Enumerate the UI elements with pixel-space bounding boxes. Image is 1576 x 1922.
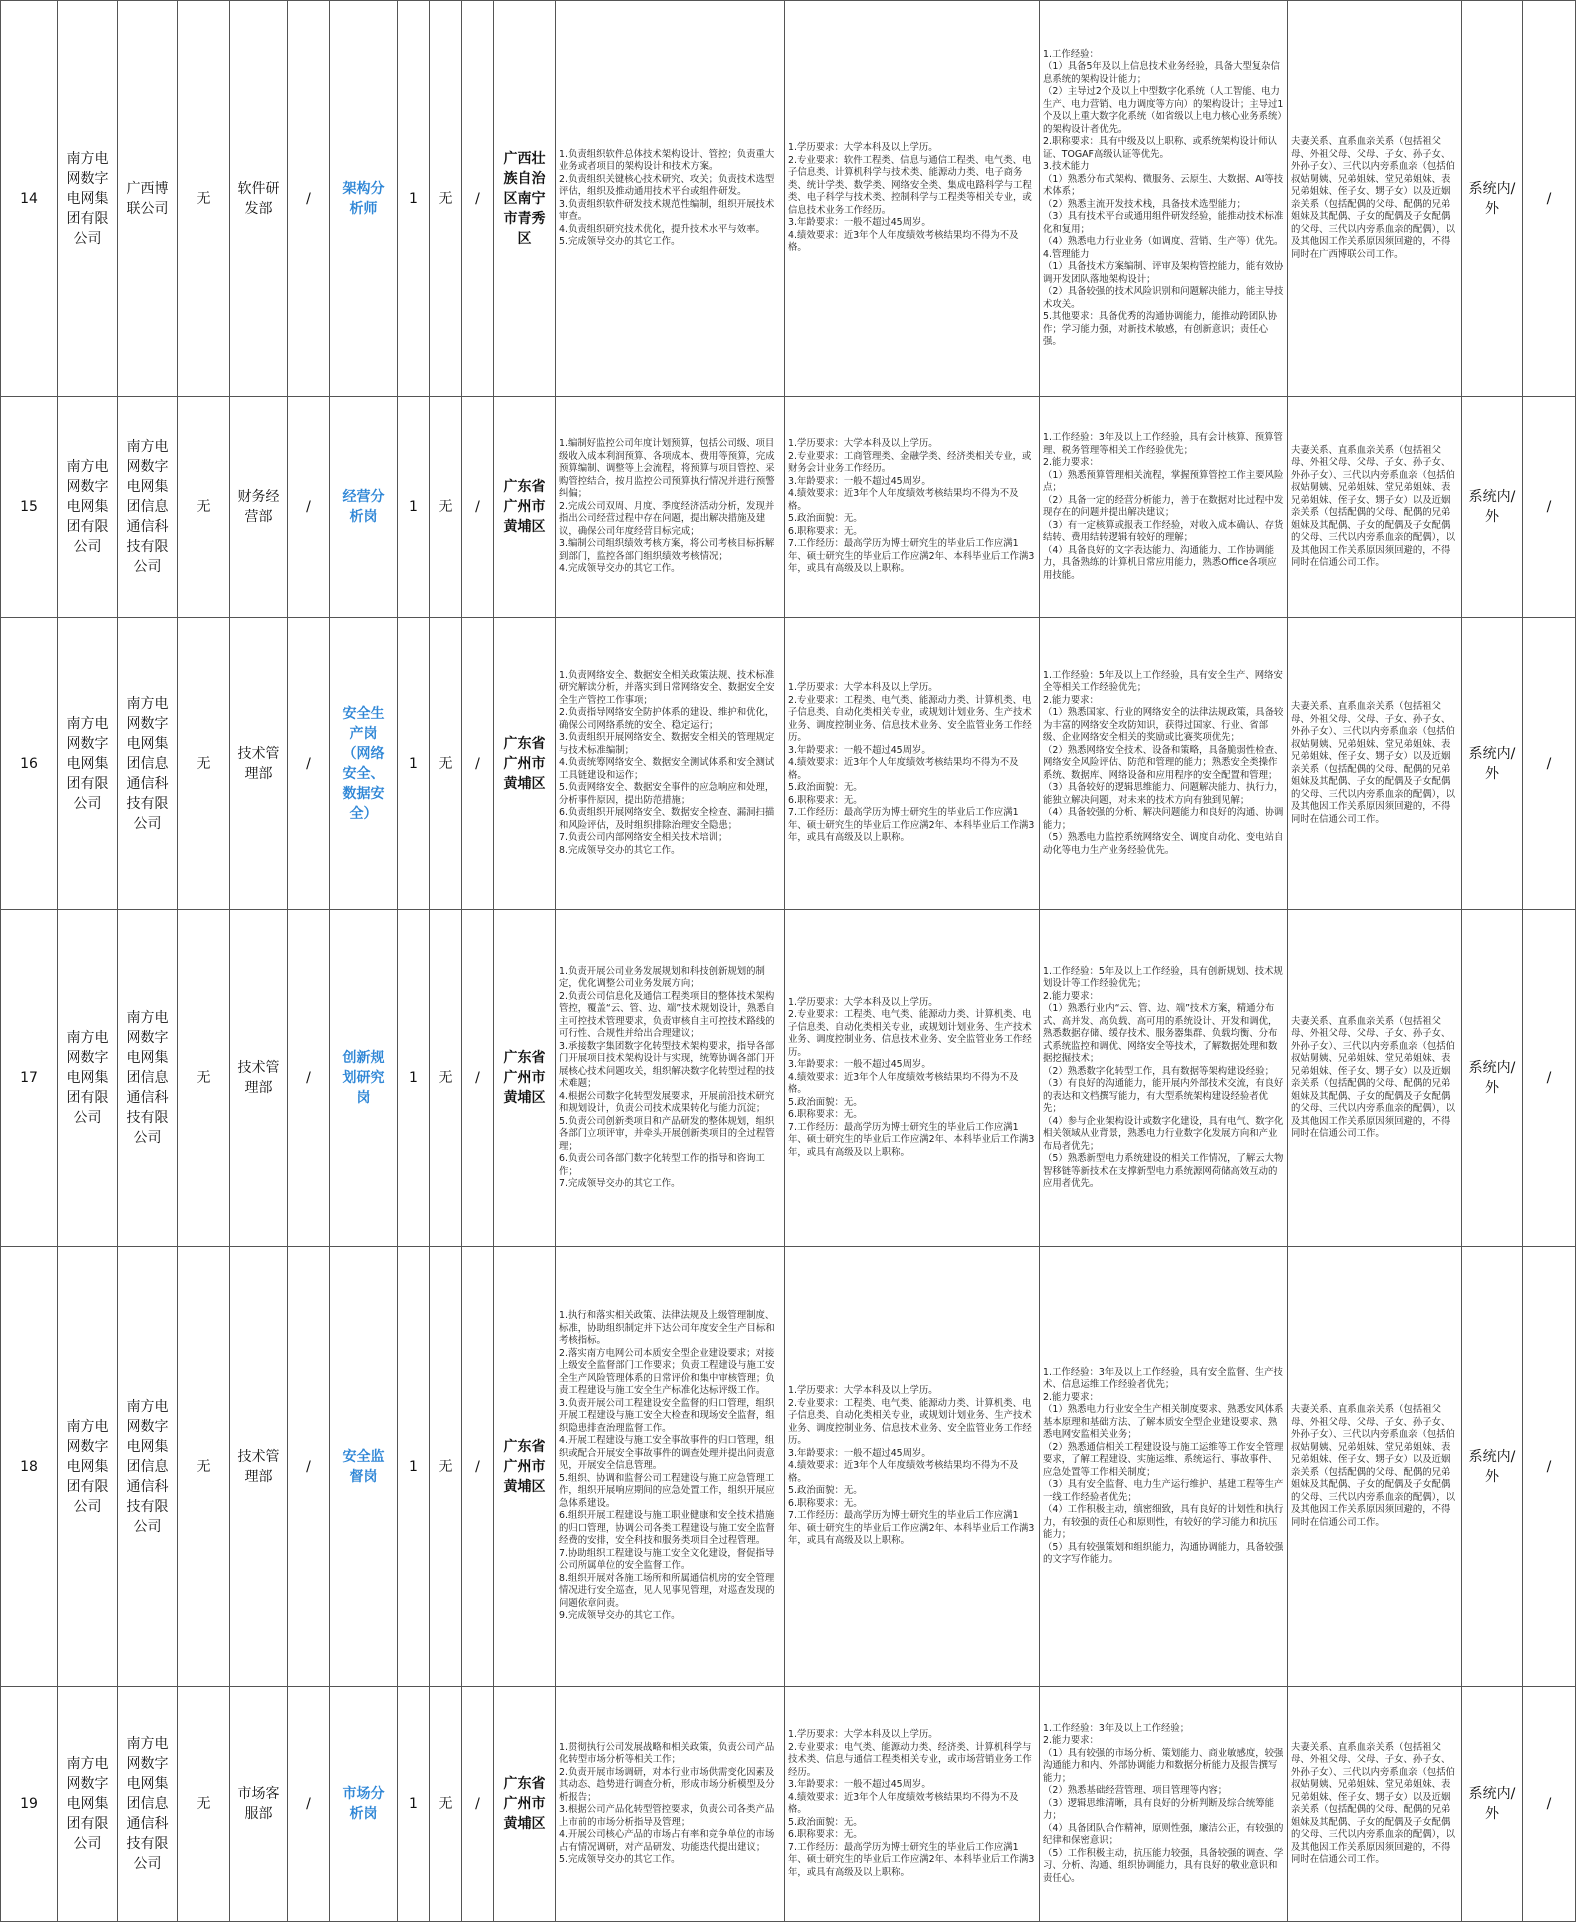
- job-duties: [556, 910, 785, 1247]
- company-name-text: 南方电网数字电网集团有限公司: [66, 1756, 109, 1852]
- remark-cell: [1523, 397, 1576, 618]
- work-location: [494, 1247, 556, 1687]
- basic-requirements-text: 1.学历要求：大学本科及以上学历。 2.专业要求：工程类、电气类、能源动力类、计算机类、电子信息类、自动化类相关专业，或规划计划业务、生产技术业务、调度控制业务、信息技术业务、安全监管业务工作经历。 3.年龄要求：一般不超过45周岁。 4.绩效要求：近3年个人年度绩效考核结果均不得为不及格。 5.政治面貌：无。 6.职称要求：无。 7.工作经历：最高学历为博士研究生的毕业后工作应满1年、硕士研究生的毕业后工作应满2年、本科毕业后工作满3年，或具有高级及以上职称。: [788, 1385, 1035, 1547]
- headcount: [398, 1687, 430, 1922]
- job-duties: [556, 1687, 785, 1922]
- row-number-text: 18: [20, 1458, 38, 1475]
- sub-unit-text: 无: [196, 1796, 211, 1812]
- slash-cell-text: /: [475, 1458, 480, 1475]
- basic-requirements: [785, 397, 1040, 618]
- basic-requirements: [785, 910, 1040, 1247]
- slash-cell: [288, 397, 330, 618]
- department-name: [230, 910, 288, 1247]
- unit-name-text: 南方电网数字电网集团信息通信科技有限公司: [126, 1398, 169, 1535]
- other-requirements: [1040, 0, 1288, 397]
- company-name-text: 南方电网数字电网集团有限公司: [66, 459, 109, 555]
- recruit-scope: [1462, 1247, 1523, 1687]
- recruit-scope-text: 系统内/外: [1468, 1786, 1516, 1822]
- table-row: [0, 910, 1576, 1247]
- work-location: [494, 910, 556, 1247]
- slash-cell: [462, 910, 494, 1247]
- avoidance-rules-text: 夫妻关系、直系血亲关系（包括祖父母、外祖父母、父母、子女、孙子女、外孙子女）、三代以内旁系血亲（包括伯叔姑舅姨、兄弟姐妹、堂兄弟姐妹、表兄弟姐妹、侄子女、甥子女）以及近姻亲关系（包括配偶的父母、配偶的兄弟姐妹及其配偶、子女的配偶及子女配偶的父母、三代以内旁系血亲的配偶），以及其他因工作关系原因须回避的，不得同时在信通公司工作。: [1291, 1015, 1456, 1139]
- headcount-text: 1: [409, 755, 418, 772]
- remark-cell-text: /: [1546, 755, 1552, 772]
- unit-name: [118, 1687, 178, 1922]
- slash-cell: [288, 1247, 330, 1687]
- headcount: [398, 0, 430, 397]
- position-name-text: 创新规划研究岗: [342, 1050, 385, 1106]
- row-number-text: 17: [20, 1070, 38, 1086]
- basic-requirements-text: 1.学历要求：大学本科及以上学历。 2.专业要求：工程类、电气类、能源动力类、计算机类、电子信息类、自动化类相关专业，或规划计划业务、生产技术业务、调度控制业务、信息技术业务、安全监管业务工作经历。 3.年龄要求：一般不超过45周岁。 4.绩效要求：近3年个人年度绩效考核结果均不得为不及格。 5.政治面貌：无。 6.职称要求：无。 7.工作经历：最高学历为博士研究生的毕业后工作应满1年、硕士研究生的毕业后工作应满2年、本科毕业后工作满3年，或具有高级及以上职称。: [788, 682, 1035, 844]
- company-name-text: 南方电网数字电网集团有限公司: [66, 715, 109, 812]
- slash-cell: [462, 397, 494, 618]
- headcount-text: 1: [409, 1796, 418, 1812]
- slash-cell-text: /: [475, 1070, 480, 1086]
- remark-cell: [1523, 0, 1576, 397]
- department-name: [230, 1687, 288, 1922]
- rank-level: [430, 1687, 462, 1922]
- avoidance-rules-text: 夫妻关系、直系血亲关系（包括祖父母、外祖父母、父母、子女、孙子女、外孙子女）、三代以内旁系血亲（包括伯叔姑舅姨、兄弟姐妹、堂兄弟姐妹、表兄弟姐妹、侄子女、甥子女）以及近姻亲关系（包括配偶的父母、配偶的兄弟姐妹及其配偶、子女的配偶及子女配偶的父母、三代以内旁系血亲的配偶），以及其他因工作关系原因须回避的，不得同时在信通公司工作。: [1291, 1404, 1456, 1528]
- rank-level-text: 无: [438, 1070, 453, 1086]
- department-name: [230, 1247, 288, 1687]
- other-requirements: [1040, 397, 1288, 618]
- slash-cell: [288, 910, 330, 1247]
- row-number-text: 16: [20, 755, 38, 772]
- position-name: [330, 910, 398, 1247]
- position-name-text: 经营分析岗: [342, 489, 385, 525]
- row-number: [0, 397, 58, 618]
- avoidance-rules-text: 夫妻关系、直系血亲关系（包括祖父母、外祖父母、父母、子女、孙子女、外孙子女）、三代以内旁系血亲（包括伯叔姑舅姨、兄弟姐妹、堂兄弟姐妹、表兄弟姐妹、侄子女、甥子女）以及近姻亲关系（包括配偶的父母、配偶的兄弟姐妹及其配偶、子女的配偶及子女配偶的父母、三代以内旁系血亲的配偶），以及其他因工作关系原因须回避的，不得同时在信通公司工作。: [1291, 444, 1456, 568]
- sub-unit-text: 无: [196, 499, 211, 515]
- slash-cell-text: /: [475, 499, 480, 515]
- recruit-scope-text: 系统内/外: [1468, 489, 1516, 525]
- row-number-text: 15: [20, 499, 38, 515]
- recruit-scope: [1462, 910, 1523, 1247]
- basic-requirements-text: 1.学历要求：大学本科及以上学历。 2.专业要求：工程类、电气类、能源动力类、计算机类、电子信息类、自动化类相关专业，或规划计划业务、生产技术业务、调度控制业务、信息技术业务、安全监管业务工作经历。 3.年龄要求：一般不超过45周岁。 4.绩效要求：近3年个人年度绩效考核结果均不得为不及格。 5.政治面貌：无。 6.职称要求：无。 7.工作经历：最高学历为博士研究生的毕业后工作应满1年、硕士研究生的毕业后工作应满2年、本科毕业后工作满3年，或具有高级及以上职称。: [788, 996, 1035, 1158]
- remark-cell: [1523, 910, 1576, 1247]
- avoidance-rules: [1288, 0, 1462, 397]
- row-number-text: 19: [20, 1796, 38, 1812]
- position-name: [330, 397, 398, 618]
- slash-cell: [462, 1247, 494, 1687]
- recruit-scope: [1462, 397, 1523, 618]
- department-name: [230, 618, 288, 910]
- row-number: [0, 1247, 58, 1687]
- other-requirements: [1040, 618, 1288, 910]
- company-name-text: 南方电网数字电网集团有限公司: [66, 1418, 109, 1515]
- department-name-text: 软件研发部: [237, 180, 280, 217]
- work-location: [494, 397, 556, 618]
- slash-cell: [462, 0, 494, 397]
- headcount-text: 1: [409, 499, 418, 515]
- remark-cell-text: /: [1546, 190, 1552, 207]
- unit-name-text: 广西博联公司: [126, 180, 169, 217]
- unit-name: [118, 910, 178, 1247]
- row-number: [0, 910, 58, 1247]
- job-duties-text: 1.负责开展公司业务发展规划和科技创新规划的制定，优化调整公司业务发展方向； 2.负责公司信息化及通信工程类项目的整体技术架构管控，覆盖“云、管、边、端”技术规划设计，熟悉自主可控技术管理要求，负责审核自主可控技术路线的可行性、合规性并给出合理建议； 3.承接数字集团数字化转型技术架构要求，指导各部门开展项目技术架构设计与实现，统筹协调各部门开展核心技术问题攻关，组织解决数字化转型过程的技术难题； 4.根据公司数字化转型发展要求，开展前沿技术研究和规划设计，负责公司技术成果转化与能力沉淀； 5.负责公司创新类项目和产品研发的整体规划，组织各部门立项评审，并牵头开展创新类项目的全过程管理； 6.负责公司各部门数字化转型工作的指导和咨询工作； 7.完成领导交办的其它工作。: [559, 965, 775, 1189]
- avoidance-rules: [1288, 1247, 1462, 1687]
- recruit-scope: [1462, 618, 1523, 910]
- avoidance-rules-text: 夫妻关系、直系血亲关系（包括祖父母、外祖父母、父母、子女、孙子女、外孙子女）、三代以内旁系血亲（包括伯叔姑舅姨、兄弟姐妹、堂兄弟姐妹、表兄弟姐妹、侄子女、甥子女）以及近姻亲关系（包括配偶的父母、配偶的兄弟姐妹及其配偶、子女的配偶及子女配偶的父母、三代以内旁系血亲的配偶），以及其他因工作关系原因须回避的，不得同时在信通公司工作。: [1291, 1741, 1456, 1865]
- work-location: [494, 0, 556, 397]
- position-name: [330, 1687, 398, 1922]
- job-duties-text: 1.负责网络安全、数据安全相关政策法规、技术标准研究解读分析，并落实到日常网络安全、数据安全安全生产管控工作事项； 2.负责指导网络安全防护体系的建设、维护和优化，确保公司网络系统的安全、稳定运行； 3.负责组织开展网络安全、数据安全相关的管理规定与技术标准编制； 4.负责统筹网络安全、数据安全测试体系和安全测试工具链建设和运作； 5.负责网络安全、数据安全事件的应急响应和处理，分析事件原因，提出防范措施； 6.负责组织开展网络安全、数据安全检查、漏洞扫描和风险评估，及时组织排除治理安全隐患； 7.负责公司内部网络安全相关技术培训； 8.完成领导交办的其它工作。: [559, 669, 775, 856]
- slash-cell-text: /: [306, 499, 311, 515]
- job-duties-text: 1.负责组织软件总体技术架构设计、管控；负责重大业务或者项目的架构设计和技术方案。 2.负责组织关键核心技术研究、攻关；负责技术选型评估，组织及推动通用技术平台或组件研发。 3.负责组织软件研发技术规范性编制，组织开展技术审查。 4.负责组织研究技术优化，提升技术水平与效率。 5.完成领导交办的其它工作。: [559, 148, 775, 247]
- headcount: [398, 618, 430, 910]
- rank-level: [430, 0, 462, 397]
- avoidance-rules: [1288, 910, 1462, 1247]
- basic-requirements-text: 1.学历要求：大学本科及以上学历。 2.专业要求：电气类、能源动力类、经济类、计算机科学与技术类、信息与通信工程类相关专业，或市场营销业务工作经历。 3.年龄要求：一般不超过45周岁。 4.绩效要求：近3年个人年度绩效考核结果均不得为不及格。 5.政治面貌：无。 6.职称要求：无。 7.工作经历：最高学历为博士研究生的毕业后工作应满1年、硕士研究生的毕业后工作应满2年、本科毕业后工作满3年，或具有高级及以上职称。: [788, 1729, 1035, 1878]
- row-number: [0, 0, 58, 397]
- slash-cell-text: /: [306, 190, 311, 207]
- position-name-text: 安全监督岗: [342, 1448, 385, 1485]
- row-number: [0, 618, 58, 910]
- rank-level-text: 无: [438, 499, 453, 515]
- recruit-scope: [1462, 1687, 1523, 1922]
- other-requirements-text: 1.工作经验：3年及以上工作经验，具有安全监督、生产技术、信息运维工作经验者优先； 2.能力要求： （1）熟悉电力行业安全生产相关制度要求、熟悉安风体系基本原理和基础方法、了解本质安全型企业建设要求、熟悉电网安监相关业务； （2）熟悉通信相关工程建设设与施工运维等工作安全管理要求，了解工程建设、实施运维、系统运行、事故事件、应急处置等工作相关制度； （3）具有安全监督、电力生产运行维护、基建工程等生产一线工作经验者优先； （4）工作积极主动，缜密细致，具有良好的计划性和执行力，有较强的责任心和原则性，有较好的学习能力和抗压能力； （5）具有较强策划和组织能力，沟通协调能力，具备较强的文字写作能力。: [1043, 1366, 1284, 1565]
- department-name-text: 财务经营部: [237, 489, 280, 525]
- company-name-text: 南方电网数字电网集团有限公司: [66, 1030, 109, 1126]
- other-requirements: [1040, 910, 1288, 1247]
- headcount: [398, 910, 430, 1247]
- other-requirements-text: 1.工作经验：3年及以上工作经验； 2.能力要求： （1）具有较强的市场分析、策划能力、商业敏感度，较强沟通能力和内、外部协调能力和数据分析能力及报告撰写能力； （2）熟悉基础经营管理、项目管理等内容； （3）逻辑思维清晰，具有良好的分析判断及综合统筹能力； （4）具备团队合作精神，原则性强，廉洁公正，有较强的纪律和保密意识； （5）工作积极主动，抗压能力较强，具备较强的调查、学习、分析、沟通、组织协调能力，具有良好的敬业意识和责任心。: [1043, 1722, 1284, 1884]
- slash-cell-text: /: [306, 1458, 311, 1475]
- position-name-text: 安全生产岗（网络安全、数据安全）: [342, 705, 385, 822]
- remark-cell-text: /: [1546, 1796, 1552, 1812]
- unit-name: [118, 0, 178, 397]
- row-number: [0, 1687, 58, 1922]
- unit-name: [118, 618, 178, 910]
- headcount: [398, 397, 430, 618]
- avoidance-rules: [1288, 1687, 1462, 1922]
- department-name-text: 技术管理部: [237, 1060, 280, 1096]
- slash-cell: [288, 0, 330, 397]
- sub-unit-text: 无: [196, 190, 211, 207]
- rank-level: [430, 397, 462, 618]
- avoidance-rules-text: 夫妻关系、直系血亲关系（包括祖父母、外祖父母、父母、子女、孙子女、外孙子女）、三代以内旁系血亲（包括伯叔姑舅姨、兄弟姐妹、堂兄弟姐妹、表兄弟姐妹、侄子女、甥子女）以及近姻亲关系（包括配偶的父母、配偶的兄弟姐妹及其配偶、子女的配偶及子女配偶的父母、三代以内旁系血亲的配偶），以及其他因工作关系原因须回避的，不得同时在广西博联公司工作。: [1291, 136, 1456, 260]
- remark-cell-text: /: [1546, 499, 1552, 515]
- work-location-text: 广西壮族自治区南宁市青秀区: [503, 150, 546, 247]
- job-duties: [556, 397, 785, 618]
- sub-unit: [178, 910, 230, 1247]
- remark-cell: [1523, 618, 1576, 910]
- job-duties-text: 1.编制好监控公司年度计划预算，包括公司级、项目级收入成本利润预算、各项成本、费用等预算，完成预算编制、调整等上会流程，将预算与项目管控、采购管控结合，按月监控公司预算执行情况并进行预警纠偏； 2.完成公司双周、月度、季度经济活动分析，发现并指出公司经营过程中存在问题，提出解决措施及建议，确保公司年度经营目标完成； 3.编制公司组织绩效考核方案，将公司考核目标拆解到部门，监控各部门组织绩效考核情况； 4.完成领导交办的其它工作。: [559, 438, 775, 575]
- sub-unit: [178, 0, 230, 397]
- job-duties-text: 1.执行和落实相关政策、法律法规及上级管理制度、标准，协助组织制定并下达公司年度安全生产目标和考核指标。 2.落实南方电网公司本质安全型企业建设要求；对接上级安全监督部门工作要求；负责工程建设与施工安全生产风险管理体系的日常评价和集中审核管理；负责工程建设与施工安全生产标准化达标评级工作。 3.负责开展公司工程建设安全监督的归口管理，组织开展工程建设与施工安全大检查和现场安全监督，组织隐患排查治理监督工作。 4.开展工程建设与施工安全事故事件的归口管理，组织或配合开展安全事故事件的调查处理并提出问责意见，开展安全信息管理。 5.组织、协调和监督公司工程建设与施工应急管理工作，组织开展响应期间的应急处置工作，组织开展应急体系建设。 6.组织开展工程建设与施工职业健康和安全技术措施的归口管理，协调公司各类工程建设与施工安全监督经费的安排，安全科技和服务类项目全过程管理。 7.协助组织工程建设与施工安全文化建设，督促指导公司所属单位的安全监督工作。 8.组织开展对各施工场所和所属通信机房的安全管理情况进行安全巡查，见人见事见管理，对巡查发现的问题依章问责。 9.完成领导交办的其它工作。: [559, 1310, 775, 1622]
- basic-requirements: [785, 618, 1040, 910]
- company-name-text: 南方电网数字电网集团有限公司: [66, 150, 109, 247]
- position-name-text: 架构分析师: [342, 180, 385, 217]
- avoidance-rules: [1288, 397, 1462, 618]
- slash-cell-text: /: [306, 1070, 311, 1086]
- work-location: [494, 1687, 556, 1922]
- slash-cell: [288, 618, 330, 910]
- work-location-text: 广东省广州市黄埔区: [503, 1776, 546, 1832]
- work-location-text: 广东省广州市黄埔区: [503, 735, 546, 792]
- basic-requirements: [785, 1247, 1040, 1687]
- company-name: [58, 1687, 118, 1922]
- other-requirements: [1040, 1247, 1288, 1687]
- avoidance-rules: [1288, 618, 1462, 910]
- remark-cell-text: /: [1546, 1458, 1552, 1475]
- other-requirements-text: 1.工作经验：3年及以上工作经验，具有会计核算、预算管理、税务管理等相关工作经验优先； 2.能力要求： （1）熟悉预算管理相关流程，掌握预算管控工作主要风险点； （2）具备一定的经营分析能力，善于在数据对比过程中发现存在的问题并提出解决建议； （3）有一定核算或报表工作经验，对收入成本确认、存货结转、费用结转逻辑有较好的理解； （4）具备良好的文字表达能力、沟通能力、工作协调能力，具备熟练的计算机日常应用能力，熟悉Office各项应用技能。: [1043, 432, 1284, 581]
- position-name-text: 市场分析岗: [342, 1786, 385, 1822]
- other-requirements-text: 1.工作经验：5年及以上工作经验，具有创新规划、技术规划设计等工作经验优先； 2.能力要求： （1）熟悉行业内“云、管、边、端”技术方案，精通分布式、高并发、高负载、高可用的系统设计、开发和调优，熟悉数据存储、缓存技术、服务器集群、负载均衡、分布式系统监控和调优、网络安全等技术，了解数据处理和数据挖掘技术； （2）熟悉数字化转型工作，具有数据等架构建设经验； （3）有良好的沟通能力，能开展内外部技术交流，有良好的表达和文档撰写能力，有大型系统架构建设经验者优先； （4）参与企业架构设计或数字化建设，具有电气、数字化相关领域从业背景，熟悉电力行业数字化发展方向和产业布局者优先； （5）熟悉新型电力系统建设的相关工作情况，了解云大物智移链等新技术在支撑新型电力系统源网荷储高效互动的应用者优先。: [1043, 965, 1284, 1189]
- recruit-scope-text: 系统内/外: [1468, 745, 1516, 782]
- work-location: [494, 618, 556, 910]
- headcount-text: 1: [409, 1070, 418, 1086]
- department-name-text: 技术管理部: [237, 1448, 280, 1485]
- department-name-text: 技术管理部: [237, 745, 280, 782]
- sub-unit: [178, 1247, 230, 1687]
- department-name: [230, 0, 288, 397]
- headcount-text: 1: [409, 1458, 418, 1475]
- slash-cell: [462, 1687, 494, 1922]
- company-name: [58, 910, 118, 1247]
- table-row: [0, 1687, 1576, 1922]
- department-name-text: 市场客服部: [237, 1786, 280, 1822]
- slash-cell-text: /: [475, 190, 480, 207]
- rank-level-text: 无: [438, 1458, 453, 1475]
- sub-unit-text: 无: [196, 1070, 211, 1086]
- company-name: [58, 0, 118, 397]
- position-name: [330, 618, 398, 910]
- job-duties: [556, 0, 785, 397]
- unit-name-text: 南方电网数字电网集团信息通信科技有限公司: [126, 439, 169, 575]
- work-location-text: 广东省广州市黄埔区: [503, 1438, 546, 1495]
- table-row: [0, 1247, 1576, 1687]
- sub-unit: [178, 618, 230, 910]
- basic-requirements: [785, 0, 1040, 397]
- work-location-text: 广东省广州市黄埔区: [503, 479, 546, 535]
- position-name: [330, 0, 398, 397]
- basic-requirements: [785, 1687, 1040, 1922]
- avoidance-rules-text: 夫妻关系、直系血亲关系（包括祖父母、外祖父母、父母、子女、孙子女、外孙子女）、三代以内旁系血亲（包括伯叔姑舅姨、兄弟姐妹、堂兄弟姐妹、表兄弟姐妹、侄子女、甥子女）以及近姻亲关系（包括配偶的父母、配偶的兄弟姐妹及其配偶、子女的配偶及子女配偶的父母、三代以内旁系血亲的配偶），以及其他因工作关系原因须回避的，不得同时在信通公司工作。: [1291, 701, 1456, 825]
- remark-cell: [1523, 1247, 1576, 1687]
- rank-level: [430, 618, 462, 910]
- headcount-text: 1: [409, 190, 418, 207]
- rank-level: [430, 1247, 462, 1687]
- job-duties: [556, 618, 785, 910]
- company-name: [58, 1247, 118, 1687]
- job-duties-text: 1.贯彻执行公司发展战略和相关政策，负责公司产品化转型市场分析等相关工作； 2.负责开展市场调研，对本行业市场供需变化因素及其动态、趋势进行调查分析，形成市场分析模型及分析报告； 3.根据公司产品化转型管控要求，负责公司各类产品上市前的市场分析指导及管理； 4.开展公司核心产品的市场占有率和竞争单位的市场占有情况调研，对产品研发、功能迭代提出建议； 5.完成领导交办的其它工作。: [559, 1741, 775, 1865]
- unit-name: [118, 1247, 178, 1687]
- table-row: [0, 0, 1576, 397]
- company-name: [58, 618, 118, 910]
- other-requirements-text: 1.工作经验：5年及以上工作经验，具有安全生产、网络安全等相关工作经验优先； 2.能力要求： （1）熟悉国家、行业的网络安全的法律法规政策，具备较为丰富的网络安全攻防知识，获得过国家、行业、省部级、企业网络安全相关的奖励或比赛奖项优先； （2）熟悉网络安全技术、设备和策略，具备脆弱性检查、网络安全风险评估、防范和管理的能力；熟悉安全类操作系统、数据库、网络设备和应用程序的安全配置和管理； （3）具备较好的逻辑思维能力、问题解决能力、执行力，能独立解决问题，对未来的技术方向有独到见解； （4）具备较强的分析、解决问题能力和良好的沟通、协调能力； （5）熟悉电力监控系统网络安全、调度自动化、变电站自动化等电力生产业务经验优先。: [1043, 669, 1284, 856]
- job-duties: [556, 1247, 785, 1687]
- other-requirements: [1040, 1687, 1288, 1922]
- slash-cell-text: /: [306, 1796, 311, 1812]
- slash-cell-text: /: [475, 755, 480, 772]
- sub-unit: [178, 1687, 230, 1922]
- unit-name-text: 南方电网数字电网集团信息通信科技有限公司: [126, 1010, 169, 1146]
- rank-level-text: 无: [438, 1796, 453, 1812]
- recruit-scope-text: 系统内/外: [1468, 180, 1516, 217]
- remark-cell-text: /: [1546, 1070, 1552, 1086]
- slash-cell: [288, 1687, 330, 1922]
- remark-cell: [1523, 1687, 1576, 1922]
- slash-cell-text: /: [475, 1796, 480, 1812]
- recruit-scope-text: 系统内/外: [1468, 1060, 1516, 1096]
- recruit-scope-text: 系统内/外: [1468, 1448, 1516, 1485]
- sub-unit: [178, 397, 230, 618]
- rank-level: [430, 910, 462, 1247]
- slash-cell: [462, 618, 494, 910]
- other-requirements-text: 1.工作经验： （1）具备5年及以上信息技术业务经验，具备大型复杂信息系统的架构设计能力； （2）主导过2个及以上中型数字化系统（人工智能、电力生产、电力营销、电力调度等方向）的架构设计；主导过1个及以上重大数字化系统（如省级以上电力核心业务系统）的架构设计者优先。 2.职称要求：具有中级及以上职称、或系统架构设计师认证、TOGAF高级认证等优先。 3.技术能力 （1）熟悉分布式架构、微服务、云原生、大数据、AI等技术体系； （2）熟悉主流开发技术栈，具备技术选型能力； （3）具有技术平台或通用组件研发经验，能推动技术标准化和复用； （4）熟悉电力行业业务（如调度、营销、生产等）优先。 4.管理能力 （1）具备技术方案编制、评审及架构管控能力，能有效协调开发团队落地架构设计； （2）具备较强的技术风险识别和问题解决能力，能主导技术攻关。 5.其他要求：具备优秀的沟通协调能力，能推动跨团队协作；学习能力强，对新技术敏感，有创新意识；责任心强。: [1043, 48, 1284, 347]
- slash-cell-text: /: [306, 755, 311, 772]
- recruit-scope: [1462, 0, 1523, 397]
- unit-name-text: 南方电网数字电网集团信息通信科技有限公司: [126, 695, 169, 832]
- work-location-text: 广东省广州市黄埔区: [503, 1050, 546, 1106]
- unit-name: [118, 397, 178, 618]
- headcount: [398, 1247, 430, 1687]
- unit-name-text: 南方电网数字电网集团信息通信科技有限公司: [126, 1736, 169, 1872]
- position-name: [330, 1247, 398, 1687]
- table-row: [0, 397, 1576, 618]
- department-name: [230, 397, 288, 618]
- row-number-text: 14: [20, 190, 38, 207]
- rank-level-text: 无: [438, 755, 453, 772]
- basic-requirements-text: 1.学历要求：大学本科及以上学历。 2.专业要求：工商管理类、金融学类、经济类相关专业，或财务会计业务工作经历。 3.年龄要求：一般不超过45周岁。 4.绩效要求：近3年个人年度绩效考核结果均不得为不及格。 5.政治面貌：无。 6.职称要求：无。 7.工作经历：最高学历为博士研究生的毕业后工作应满1年、硕士研究生的毕业后工作应满2年、本科毕业后工作满3年，或具有高级及以上职称。: [788, 438, 1035, 575]
- company-name: [58, 397, 118, 618]
- basic-requirements-text: 1.学历要求：大学本科及以上学历。 2.专业要求：软件工程类、信息与通信工程类、电气类、电子信息类、计算机科学与技术类、能源动力类、电子商务类、统计学类、数学类、网络安全类、集成电路科学与工程类、电子科学与技术类、控制科学与工程类等相关专业，或信息技术业务工作经历。 3.年龄要求：一般不超过45周岁。 4.绩效要求：近3年个人年度绩效考核结果均不得为不及格。: [788, 142, 1032, 254]
- rank-level-text: 无: [438, 190, 453, 207]
- sub-unit-text: 无: [196, 1458, 211, 1475]
- sub-unit-text: 无: [196, 755, 211, 772]
- table-row: [0, 618, 1576, 910]
